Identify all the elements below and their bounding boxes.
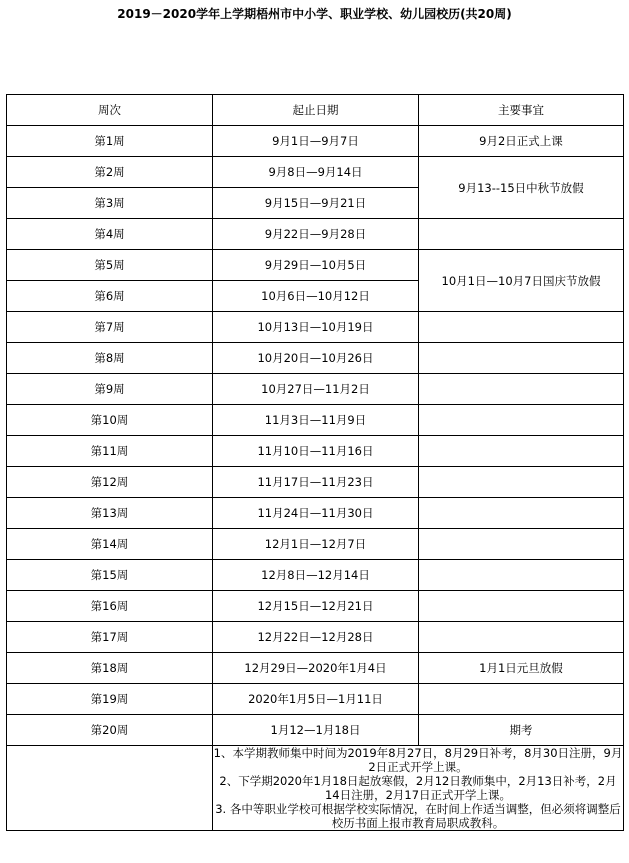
week-cell: 第7周 bbox=[7, 312, 213, 343]
event-cell bbox=[419, 467, 624, 498]
event-cell bbox=[419, 343, 624, 374]
week-cell: 第8周 bbox=[7, 343, 213, 374]
week-cell: 第2周 bbox=[7, 157, 213, 188]
table-row bbox=[7, 653, 624, 684]
week-cell: 第16周 bbox=[7, 591, 213, 622]
event-cell bbox=[419, 312, 624, 343]
dates-cell: 9月8日—9月14日 bbox=[213, 157, 419, 188]
dates-cell: 2020年1月5日—1月11日 bbox=[213, 684, 419, 715]
table-row bbox=[7, 250, 624, 281]
event-cell bbox=[419, 498, 624, 529]
week-cell: 第6周 bbox=[7, 281, 213, 312]
header-week: 周次 bbox=[7, 95, 213, 126]
table-row bbox=[7, 343, 624, 374]
page-title: 2019－2020学年上学期梧州市中小学、职业学校、幼儿园校历(共20周) bbox=[117, 7, 512, 21]
week-cell: 第17周 bbox=[7, 622, 213, 653]
table-row bbox=[7, 715, 624, 746]
event-cell bbox=[419, 436, 624, 467]
table-row bbox=[7, 374, 624, 405]
week-cell: 第13周 bbox=[7, 498, 213, 529]
note-3: 3. 各中等职业学校可根据学校实际情况，在时间上作适当调整，但必须将调整后校历书面上报市教育局职成教科。 bbox=[215, 802, 621, 830]
dates-cell: 11月24日—11月30日 bbox=[213, 498, 419, 529]
event-cell: 期考 bbox=[419, 715, 624, 746]
week-cell: 第14周 bbox=[7, 529, 213, 560]
week-cell: 第18周 bbox=[7, 653, 213, 684]
week-cell: 第3周 bbox=[7, 188, 213, 219]
event-cell bbox=[419, 591, 624, 622]
note-2: 2、下学期2020年1月18日起放寒假，2月12日教师集中，2月13日补考，2月14日注册，2月17日正式开学上课。 bbox=[219, 774, 617, 802]
table-row bbox=[7, 312, 624, 343]
table-row bbox=[7, 529, 624, 560]
dates-cell: 9月29日—10月5日 bbox=[213, 250, 419, 281]
table-row bbox=[7, 498, 624, 529]
event-cell: 9月13--15日中秋节放假 bbox=[419, 157, 624, 219]
table-header-row bbox=[7, 95, 624, 126]
week-cell: 第19周 bbox=[7, 684, 213, 715]
event-cell: 1月1日元旦放假 bbox=[419, 653, 624, 684]
table-row bbox=[7, 591, 624, 622]
table-row bbox=[7, 157, 624, 188]
dates-cell: 9月1日—9月7日 bbox=[213, 126, 419, 157]
table-row bbox=[7, 467, 624, 498]
dates-cell: 11月10日—11月16日 bbox=[213, 436, 419, 467]
dates-cell: 12月22日—12月28日 bbox=[213, 622, 419, 653]
dates-cell: 10月6日—10月12日 bbox=[213, 281, 419, 312]
week-cell: 第9周 bbox=[7, 374, 213, 405]
week-cell: 第15周 bbox=[7, 560, 213, 591]
dates-cell: 10月20日—10月26日 bbox=[213, 343, 419, 374]
dates-cell: 9月15日—9月21日 bbox=[213, 188, 419, 219]
event-cell bbox=[419, 529, 624, 560]
table-row bbox=[7, 684, 624, 715]
table-row bbox=[7, 622, 624, 653]
dates-cell: 12月8日—12月14日 bbox=[213, 560, 419, 591]
event-cell bbox=[419, 405, 624, 436]
dates-cell: 11月3日—11月9日 bbox=[213, 405, 419, 436]
table-row bbox=[7, 560, 624, 591]
event-cell bbox=[419, 560, 624, 591]
week-cell: 第4周 bbox=[7, 219, 213, 250]
notes-label-cell bbox=[7, 746, 213, 831]
header-events: 主要事宜 bbox=[419, 95, 624, 126]
event-cell bbox=[419, 622, 624, 653]
dates-cell: 1月12—1月18日 bbox=[213, 715, 419, 746]
school-calendar-table bbox=[6, 94, 624, 831]
table-row bbox=[7, 405, 624, 436]
dates-cell: 11月17日—11月23日 bbox=[213, 467, 419, 498]
week-cell: 第20周 bbox=[7, 715, 213, 746]
table-row bbox=[7, 219, 624, 250]
week-cell: 第1周 bbox=[7, 126, 213, 157]
table-row bbox=[7, 436, 624, 467]
notes-row bbox=[7, 746, 624, 831]
header-dates: 起止日期 bbox=[213, 95, 419, 126]
dates-cell: 12月15日—12月21日 bbox=[213, 591, 419, 622]
week-cell: 第5周 bbox=[7, 250, 213, 281]
dates-cell: 10月27日—11月2日 bbox=[213, 374, 419, 405]
dates-cell: 12月29日—2020年1月4日 bbox=[213, 653, 419, 684]
event-cell bbox=[419, 374, 624, 405]
note-1: 1、本学期教师集中时间为2019年8月27日，8月29日补考，8月30日注册，9月2日正式开学上课。 bbox=[213, 746, 623, 774]
table-row bbox=[7, 126, 624, 157]
dates-cell: 9月22日—9月28日 bbox=[213, 219, 419, 250]
event-cell bbox=[419, 219, 624, 250]
week-cell: 第10周 bbox=[7, 405, 213, 436]
dates-cell: 12月1日—12月7日 bbox=[213, 529, 419, 560]
event-cell: 10月1日—10月7日国庆节放假 bbox=[419, 250, 624, 312]
notes-cell bbox=[213, 746, 624, 831]
event-cell: 9月2日正式上课 bbox=[419, 126, 624, 157]
dates-cell: 10月13日—10月19日 bbox=[213, 312, 419, 343]
week-cell: 第11周 bbox=[7, 436, 213, 467]
event-cell bbox=[419, 684, 624, 715]
week-cell: 第12周 bbox=[7, 467, 213, 498]
